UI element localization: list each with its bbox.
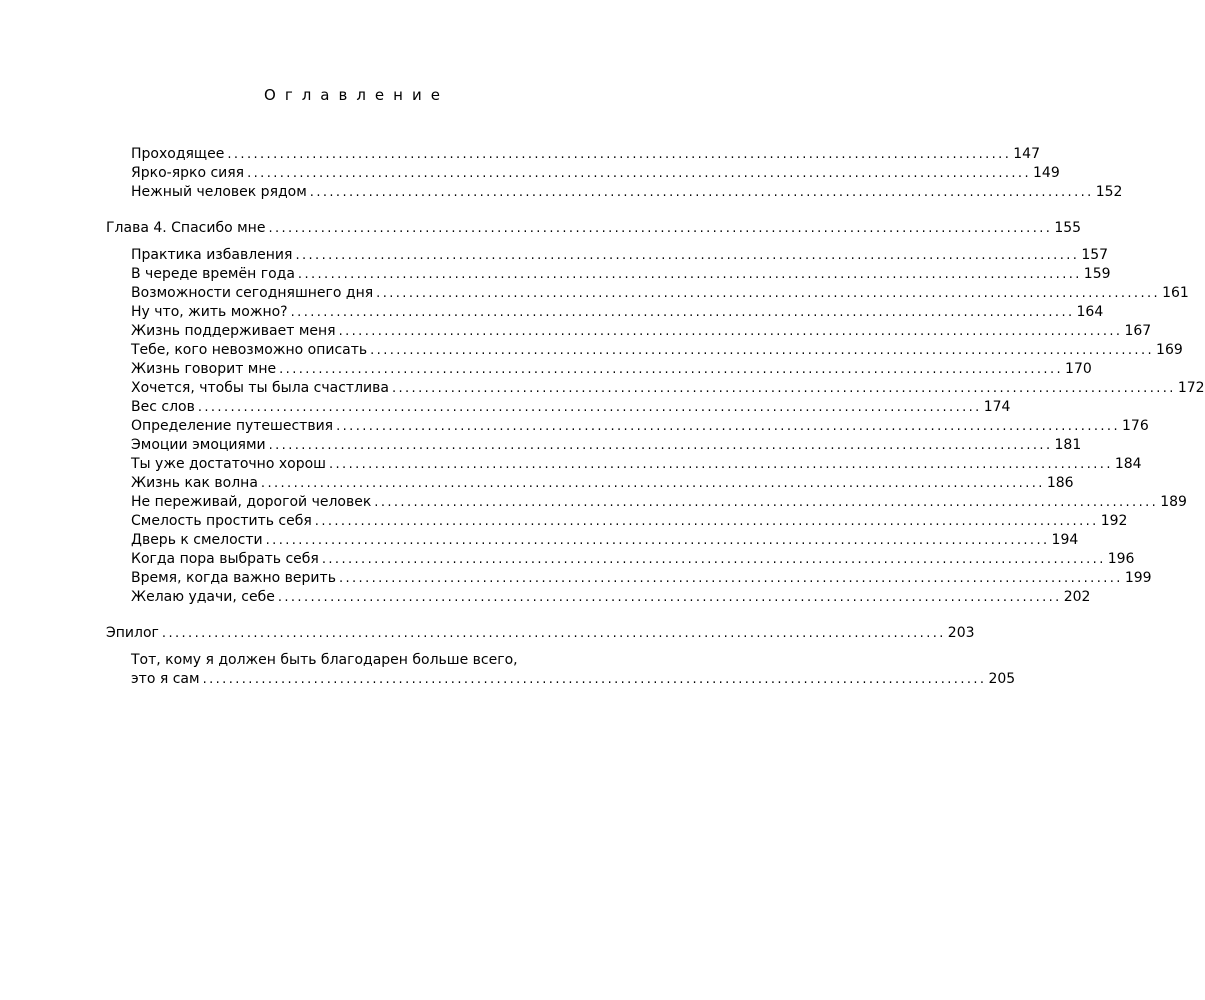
- toc-entry-page: 181: [1054, 437, 1082, 453]
- toc-entry-page: 176: [1122, 418, 1149, 434]
- toc-entry-title: Время, когда важно верить: [131, 570, 336, 586]
- toc-entry[interactable]: [106, 284, 1189, 303]
- toc-entry[interactable]: [106, 341, 1183, 360]
- toc-entry-page: 205: [988, 671, 1016, 687]
- toc-leader-dots: ........................................................................................................................: [338, 571, 1123, 586]
- toc-leader-dots: ........................................................................................................................: [268, 438, 1053, 453]
- toc-entry[interactable]: [106, 493, 1187, 512]
- toc-entry[interactable]: [106, 512, 1128, 531]
- toc-entry-title: это я сам: [131, 671, 200, 687]
- toc-entry-title: Тебе, кого невозможно описать: [131, 342, 368, 358]
- toc-entry[interactable]: [106, 455, 1142, 474]
- table-of-contents: [106, 145, 1205, 689]
- toc-leader-dots: ........................................................................................................................: [328, 457, 1113, 472]
- toc-leader-dots: ........................................................................................................................: [161, 626, 946, 641]
- toc-leader-dots: ........................................................................................................................: [370, 343, 1155, 358]
- toc-entry-page: 196: [1107, 551, 1135, 567]
- toc-entry-title: Дверь к смелости: [131, 532, 263, 548]
- toc-entry-final[interactable]: [106, 670, 1016, 689]
- toc-entry-page: 167: [1124, 323, 1152, 339]
- toc-entry-page: 149: [1033, 165, 1060, 181]
- toc-entry-title: Возможности сегодняшнего дня: [131, 285, 374, 301]
- toc-entry-title: Нежный человек рядом: [131, 184, 307, 200]
- toc-entry-page: 157: [1081, 247, 1109, 263]
- toc-entry-title: Ну что, жить можно?: [131, 304, 288, 320]
- toc-entry-title: Эпилог: [106, 625, 159, 641]
- toc-entry-page: 203: [947, 625, 975, 641]
- toc-group-1: [106, 145, 1123, 202]
- toc-entry-page: 202: [1063, 589, 1091, 605]
- toc-entry[interactable]: [106, 164, 1060, 183]
- toc-leader-dots: ........................................................................................................................: [277, 590, 1062, 605]
- toc-entry-page: 199: [1124, 570, 1152, 586]
- toc-entry[interactable]: [106, 183, 1123, 202]
- toc-leader-dots: ........................................................................................................................: [374, 495, 1159, 510]
- toc-entry-page: 192: [1100, 513, 1128, 529]
- toc-entry-page: 184: [1114, 456, 1142, 472]
- toc-entry[interactable]: [106, 360, 1092, 379]
- toc-entry-epilogue[interactable]: [106, 624, 975, 643]
- page-heading: Оглавление: [264, 86, 449, 104]
- toc-leader-dots: ........................................................................................................................: [314, 514, 1099, 529]
- toc-entry[interactable]: [106, 569, 1152, 588]
- toc-entry[interactable]: [106, 436, 1082, 455]
- toc-leader-dots: ........................................................................................................................: [391, 381, 1176, 396]
- toc-leader-dots: ........................................................................................................................: [321, 552, 1106, 567]
- toc-entry-title: Глава 4. Спасибо мне: [106, 220, 266, 236]
- toc-leader-dots: ........................................................................................................................: [297, 267, 1082, 282]
- toc-entry-title: Жизнь поддерживает меня: [131, 323, 336, 339]
- toc-leader-dots: ........................................................................................................................: [376, 286, 1161, 301]
- toc-entry[interactable]: [106, 398, 1011, 417]
- toc-leader-dots: ........................................................................................................................: [197, 400, 982, 415]
- toc-entry-page: 164: [1076, 304, 1104, 320]
- toc-entry-page: 174: [983, 399, 1011, 415]
- toc-leader-dots: ........................................................................................................................: [290, 305, 1075, 320]
- toc-entry-page: 172: [1177, 380, 1205, 396]
- toc-entry-title: Не переживай, дорогой человек: [131, 494, 372, 510]
- toc-entry[interactable]: [106, 531, 1079, 550]
- toc-entry[interactable]: [106, 246, 1109, 265]
- toc-entry-title: Ты уже достаточно хорош: [131, 456, 326, 472]
- toc-entry-page: 159: [1083, 266, 1111, 282]
- toc-entry-title: Вес слов: [131, 399, 195, 415]
- toc-entry[interactable]: [106, 550, 1135, 569]
- toc-entry-title: В череде времён года: [131, 266, 295, 282]
- toc-entry-title: Когда пора выбрать себя: [131, 551, 319, 567]
- toc-entry[interactable]: [106, 265, 1111, 284]
- toc-entry-title: Практика избавления: [131, 247, 293, 263]
- toc-leader-dots: ........................................................................................................................: [227, 147, 1012, 162]
- toc-entry-chapter-4[interactable]: [106, 219, 1082, 238]
- toc-entry-page: 152: [1095, 184, 1123, 200]
- toc-leader-dots: ........................................................................................................................: [202, 672, 987, 687]
- toc-entry-title: Желаю удачи, себе: [131, 589, 275, 605]
- toc-entry-title: Жизнь говорит мне: [131, 361, 277, 377]
- toc-leader-dots: ........................................................................................................................: [260, 476, 1045, 491]
- toc-leader-dots: ........................................................................................................................: [268, 221, 1053, 236]
- toc-entry-title: Проходящее: [131, 146, 225, 162]
- toc-entry-title: Определение путешествия: [131, 418, 334, 434]
- toc-entry-title: Смелость простить себя: [131, 513, 312, 529]
- toc-entry-page: 186: [1046, 475, 1074, 491]
- toc-leader-dots: ........................................................................................................................: [265, 533, 1050, 548]
- toc-entry-page: 194: [1051, 532, 1079, 548]
- toc-entry-final-line-1[interactable]: Тот, кому я должен быть благодарен больше всего,: [131, 652, 518, 668]
- toc-leader-dots: ........................................................................................................................: [338, 324, 1123, 339]
- toc-entry-title: Жизнь как волна: [131, 475, 258, 491]
- toc-entry[interactable]: [106, 417, 1149, 436]
- toc-leader-dots: ........................................................................................................................: [247, 166, 1031, 181]
- toc-entry-page: 170: [1065, 361, 1092, 377]
- toc-entry[interactable]: [106, 303, 1104, 322]
- toc-entry-page: 189: [1160, 494, 1187, 510]
- toc-entry-title: Эмоции эмоциями: [131, 437, 266, 453]
- toc-group-2: [106, 246, 1205, 607]
- toc-entry-page: 161: [1162, 285, 1189, 301]
- toc-leader-dots: ........................................................................................................................: [279, 362, 1064, 377]
- toc-entry-title: Ярко-ярко сияя: [131, 165, 245, 181]
- toc-leader-dots: ........................................................................................................................: [309, 185, 1094, 200]
- toc-leader-dots: ........................................................................................................................: [336, 419, 1120, 434]
- toc-entry[interactable]: [106, 322, 1152, 341]
- toc-entry[interactable]: [106, 474, 1074, 493]
- toc-entry-page: 155: [1054, 220, 1082, 236]
- toc-leader-dots: ........................................................................................................................: [295, 248, 1080, 263]
- toc-entry[interactable]: [106, 588, 1091, 607]
- toc-entry-page: 147: [1013, 146, 1040, 162]
- toc-entry[interactable]: [106, 145, 1040, 164]
- toc-entry[interactable]: [106, 379, 1205, 398]
- toc-entry-page: 169: [1156, 342, 1183, 358]
- toc-entry-title: Хочется, чтобы ты была счастлива: [131, 380, 389, 396]
